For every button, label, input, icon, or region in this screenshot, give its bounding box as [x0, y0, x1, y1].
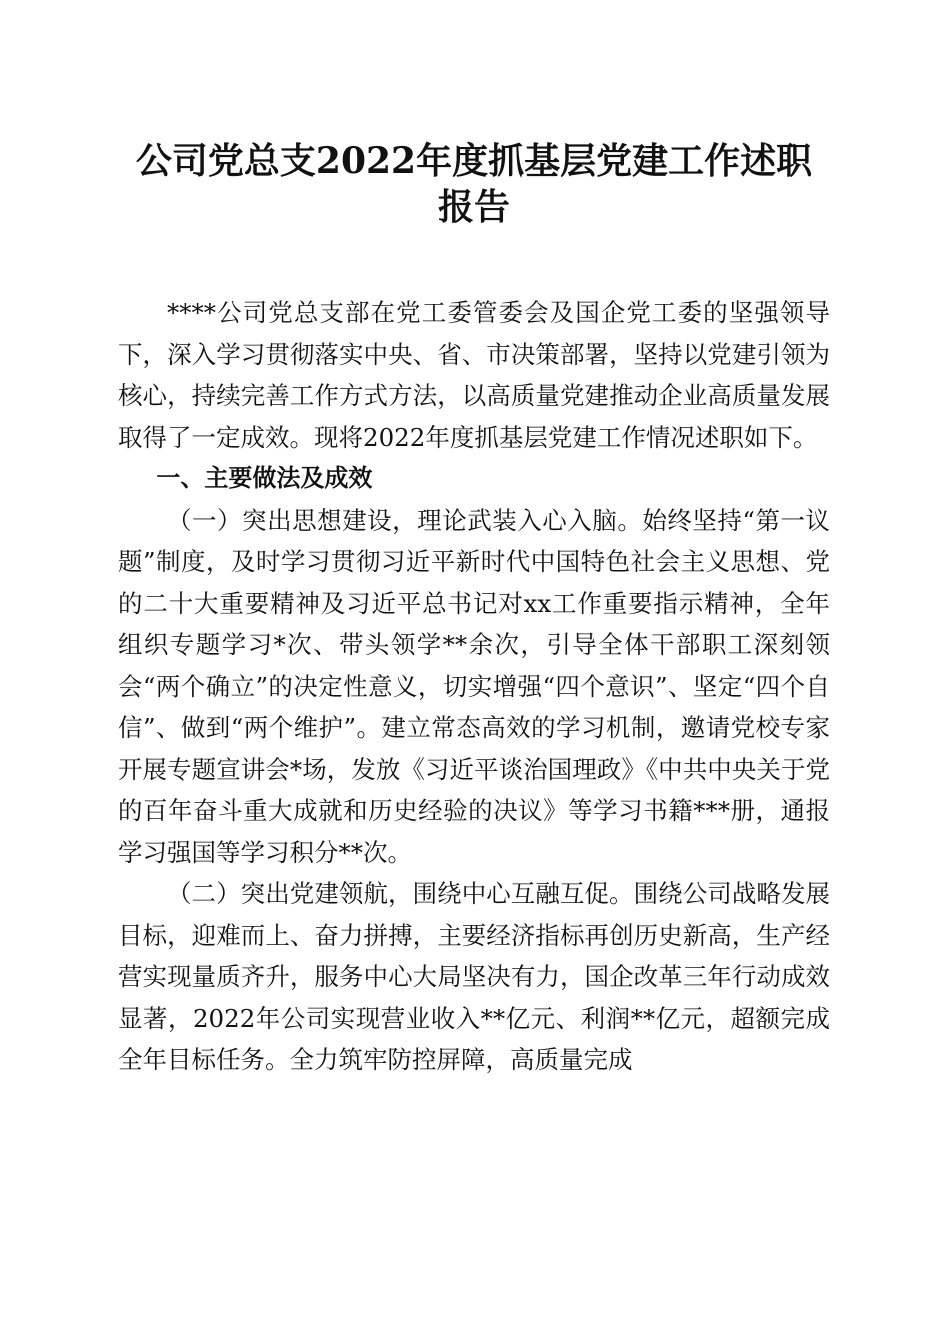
- document-title: 公司党总支2022年度抓基层党建工作述职报告: [135, 140, 813, 228]
- item-paragraph-ideology: [118, 500, 830, 874]
- item-lead-party-building: （二）突出党建领航，围绕中心互融互促。: [167, 879, 634, 908]
- intro-paragraph: ****公司党总支部在党工委管委会及国企党工委的坚强领导下，深入学习贯彻落实中央、省、市决策部署，坚持以党建引领为核心，持续完善工作方式方法，以高质量党建推动企业高质量发展取得了一定成效。现将2022年度抓基层党建工作情况述职如下。: [118, 298, 830, 452]
- item-body-party-building: 围绕公司战略发展目标，迎难而上、奋力拼搏，主要经济指标再创历史新高，生产经营实现量质齐升，服务中心大局坚决有力，国企改革三年行动成效显著，2022年公司实现营业收入**亿元、利润**亿元，超额完成全年目标任务。全力筑牢防控屏障，高质量完成: [118, 879, 831, 1074]
- section-heading-main-practices: 一、主要做法及成效: [156, 464, 373, 492]
- item-lead-ideology: （一）突出思想建设，理论武装入心入脑。: [167, 505, 643, 535]
- document-page: [118, 138, 830, 1081]
- item-body-ideology: 始终坚持“第一议题”制度，及时学习贯彻习近平新时代中国特色社会主义思想、党的二十大重要精神及习近平总书记对xx工作重要指示精神，全年组织专题学习*次、带头领学**余次，引导全体干部职工深刻领会“两个确立”的决定性意义，切实增强“四个意识”、坚定“四个自信”、做到“两个维护”。建立常态高效的学习机制，邀请党校专家开展专题宣讲会*场，发放《习近平谈治国理政》《中共中央关于党的百年奋斗重大成就和历史经验的决议》等学习书籍***册，通报学习强国等学习积分**次。: [118, 505, 830, 867]
- item-paragraph-party-building: [118, 873, 830, 1081]
